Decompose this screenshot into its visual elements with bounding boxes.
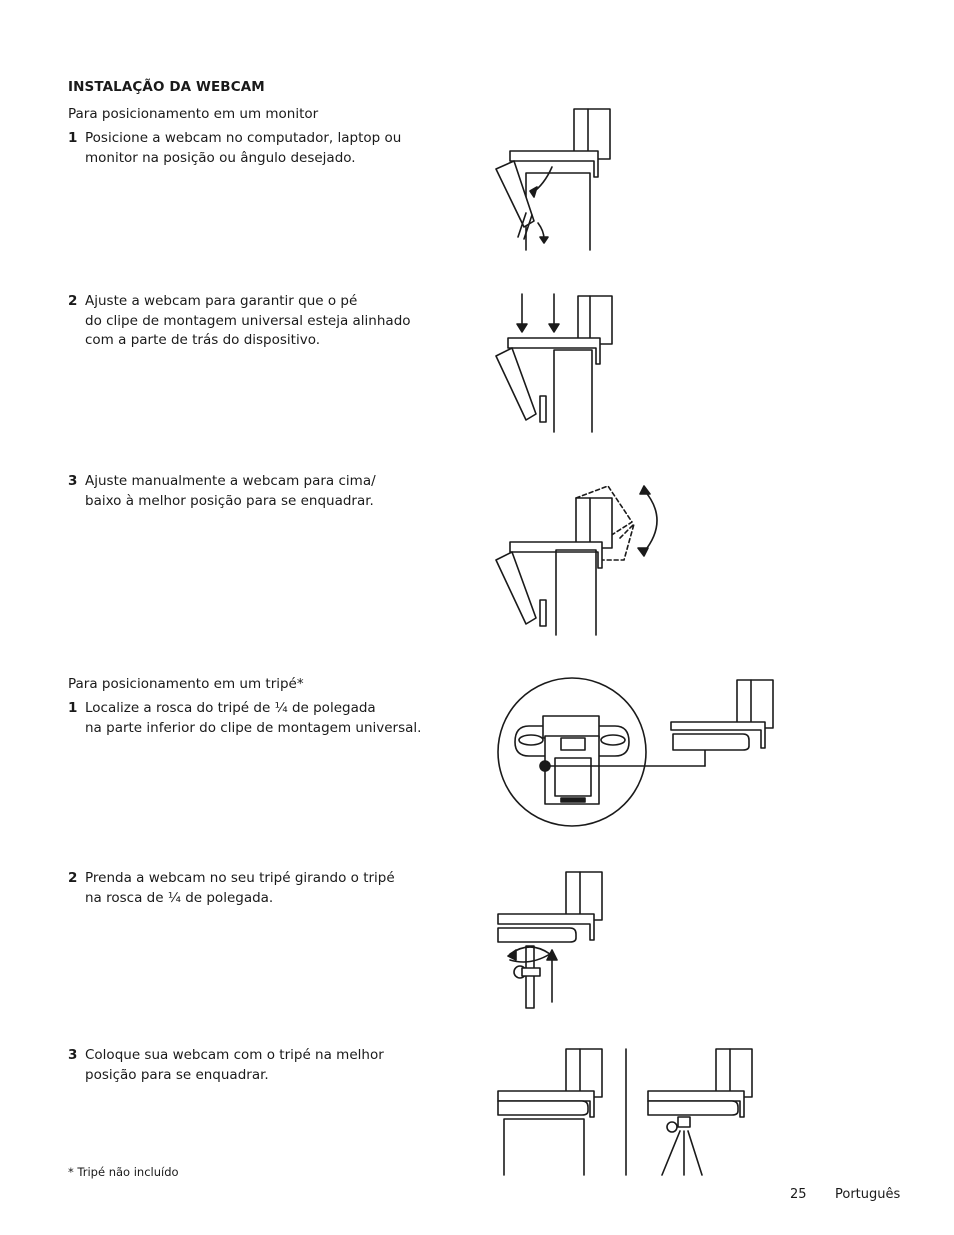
step-number: 3 [68,473,78,489]
step-text-line: com a parte de trás do dispositivo. [85,332,321,348]
thread-detail-illustration [495,676,785,836]
tilt-illustration [480,480,680,640]
step-text-line: na rosca de ¼ de polegada. [85,889,274,906]
webcam-monitor-illustration [480,105,630,255]
step-number: 3 [68,1047,78,1063]
step-text-line: baixo à melhor posição para se enquadrar. [85,492,374,509]
step-text-line: Localize a rosca do tripé de ¼ de polegada [85,700,376,716]
step-text-line: Ajuste a webcam para garantir que o pé [85,293,358,309]
monitor-heading: Para posicionamento em um monitor [68,106,319,122]
step-number: 2 [68,870,78,886]
step-text-line: Posicione a webcam no computador, laptop ou [85,130,402,146]
page-title: INSTALAÇÃO DA WEBCAM [68,79,265,95]
step-text-line: Coloque sua webcam com o tripé na melhor [85,1047,384,1063]
tripod-heading: Para posicionamento em um tripé* [68,676,304,692]
page-number: 25 [790,1187,807,1202]
step-text-line: Ajuste manualmente a webcam para cima/ [85,473,376,489]
step-text-line: monitor na posição ou ângulo desejado. [85,149,356,166]
tripod-placement-illustration [490,1045,770,1180]
language-label: Português [835,1187,901,1202]
step-text-line: posição para se enquadrar. [85,1066,269,1083]
step-text-line: na parte inferior do clipe de montagem universal. [85,719,422,736]
footnote: * Tripé não incluído [68,1165,179,1179]
step-text-line: Prenda a webcam no seu tripé girando o tripé [85,870,395,886]
tripod-attach-illustration [490,868,620,1013]
step-number: 2 [68,293,78,309]
step-number: 1 [68,700,78,716]
clip-align-illustration [480,290,630,435]
step-text-line: do clipe de montagem universal esteja alinhado [85,312,411,329]
step-number: 1 [68,130,78,146]
